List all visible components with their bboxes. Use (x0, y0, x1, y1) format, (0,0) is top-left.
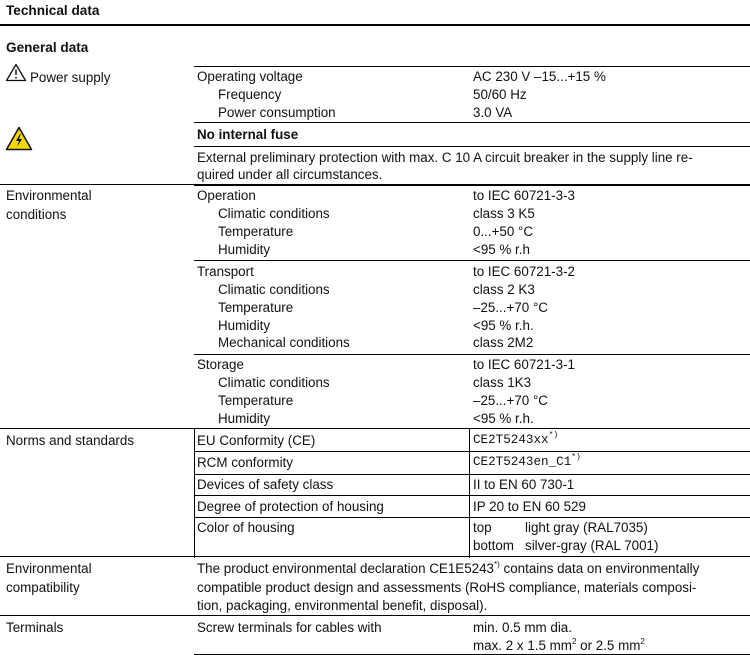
table-vrule (469, 428, 470, 558)
transport-humidity-label: Humidity (218, 318, 271, 333)
housing-color-label: Color of housing (197, 520, 295, 535)
transport-climatic-label: Climatic conditions (218, 282, 330, 297)
safety-class-value: II to EN 60 730-1 (473, 477, 575, 492)
row-rule (194, 122, 750, 123)
transport-value: to IEC 60721-3-2 (473, 264, 575, 279)
norms-label: Norms and standards (6, 433, 135, 448)
fuse-title: No internal fuse (197, 127, 299, 142)
operation-climatic-value: class 3 K5 (473, 206, 535, 221)
compat-label-line1: Environmental (6, 561, 92, 576)
operation-temperature-label: Temperature (218, 224, 294, 239)
row-rule (194, 66, 750, 67)
storage-label: Storage (197, 357, 244, 372)
terminals-label: Terminals (6, 620, 64, 635)
operation-humidity-label: Humidity (218, 242, 271, 257)
storage-humidity-value: <95 % r.h. (473, 411, 534, 426)
eu-conformity-value: CE2T5243xx*) (473, 431, 559, 447)
section-rule (0, 428, 750, 429)
compat-text-line1: The product environmental declaration CE1E5243*) contains data on environmentally (197, 560, 700, 576)
safety-class-label: Devices of safety class (197, 477, 334, 492)
fuse-text-line1: External preliminary protection with max. C 10 A circuit breaker in the supply line re- (197, 150, 693, 165)
operation-label: Operation (197, 188, 256, 203)
transport-label: Transport (197, 264, 254, 279)
env-label-line1: Environmental (6, 188, 92, 203)
storage-climatic-value: class 1K3 (473, 375, 532, 390)
operation-value: to IEC 60721-3-3 (473, 188, 575, 203)
row-rule (194, 517, 750, 518)
table-vrule (194, 428, 195, 558)
compat-text-line3: tion, packaging, environmental benefit, disposal). (197, 598, 488, 613)
title-rule (0, 24, 750, 26)
storage-value: to IEC 60721-3-1 (473, 357, 575, 372)
transport-humidity-value: <95 % r.h. (473, 318, 534, 333)
section-heading: General data (6, 40, 89, 55)
operation-humidity-value: <95 % r.h (473, 242, 530, 257)
warning-outline-icon (5, 63, 27, 82)
housing-color-bottom-value: silver-gray (RAL 7001) (525, 538, 659, 553)
housing-color-top-key: top (473, 520, 492, 535)
power-consumption-label: Power consumption (218, 105, 336, 120)
rcm-conformity-value: CE2T5243en_C1*) (473, 453, 581, 469)
page-title: Technical data (6, 3, 100, 18)
terminals-desc: Screw terminals for cables with (197, 620, 382, 635)
housing-color-bottom-key: bottom (473, 538, 514, 553)
power-supply-label: Power supply (30, 70, 111, 85)
storage-climatic-label: Climatic conditions (218, 375, 330, 390)
high-voltage-warning-icon (5, 126, 33, 151)
section-rule (0, 615, 750, 616)
protection-value: IP 20 to EN 60 529 (473, 499, 586, 514)
terminals-max-value: max. 2 x 1.5 $mm^2$ or 2.5 $mm^2$ (473, 637, 645, 653)
compat-text-line2: compatible product design and assessments (RoHS compliance, materials composi- (197, 580, 697, 595)
terminals-min-value: min. 0.5 mm dia. (473, 620, 572, 635)
transport-temperature-value: –25...+70 °C (473, 300, 548, 315)
fuse-text-line2: quired under all circumstances. (197, 167, 383, 182)
protection-label: Degree of protection of housing (197, 499, 384, 514)
power-consumption-value: 3.0 VA (473, 105, 513, 120)
frequency-label: Frequency (218, 87, 282, 102)
row-rule (194, 260, 750, 261)
operation-climatic-label: Climatic conditions (218, 206, 330, 221)
storage-temperature-label: Temperature (218, 393, 294, 408)
transport-climatic-value: class 2 K3 (473, 282, 535, 297)
env-label-line2: conditions (6, 207, 67, 222)
transport-mechanical-label: Mechanical conditions (218, 335, 350, 350)
row-rule (194, 354, 750, 355)
operation-temperature-value: 0...+50 °C (473, 224, 534, 239)
row-rule (194, 495, 750, 496)
transport-mechanical-value: class 2M2 (473, 335, 534, 350)
compat-label-line2: compatibility (6, 580, 80, 595)
rcm-conformity-label: RCM conformity (197, 455, 293, 470)
operating-voltage-label: Operating voltage (197, 69, 303, 84)
row-rule (194, 451, 750, 452)
storage-temperature-value: –25...+70 °C (473, 393, 548, 408)
row-rule (194, 185, 750, 186)
frequency-value: 50/60 Hz (473, 87, 527, 102)
section-rule (0, 556, 750, 557)
operating-voltage-value: AC 230 V –15...+15 % (473, 69, 606, 84)
eu-conformity-label: EU Conformity (CE) (197, 433, 316, 448)
row-rule (194, 146, 750, 147)
row-rule (194, 474, 750, 475)
housing-color-top-value: light gray (RAL7035) (525, 520, 648, 535)
transport-temperature-label: Temperature (218, 300, 294, 315)
storage-humidity-label: Humidity (218, 411, 271, 426)
